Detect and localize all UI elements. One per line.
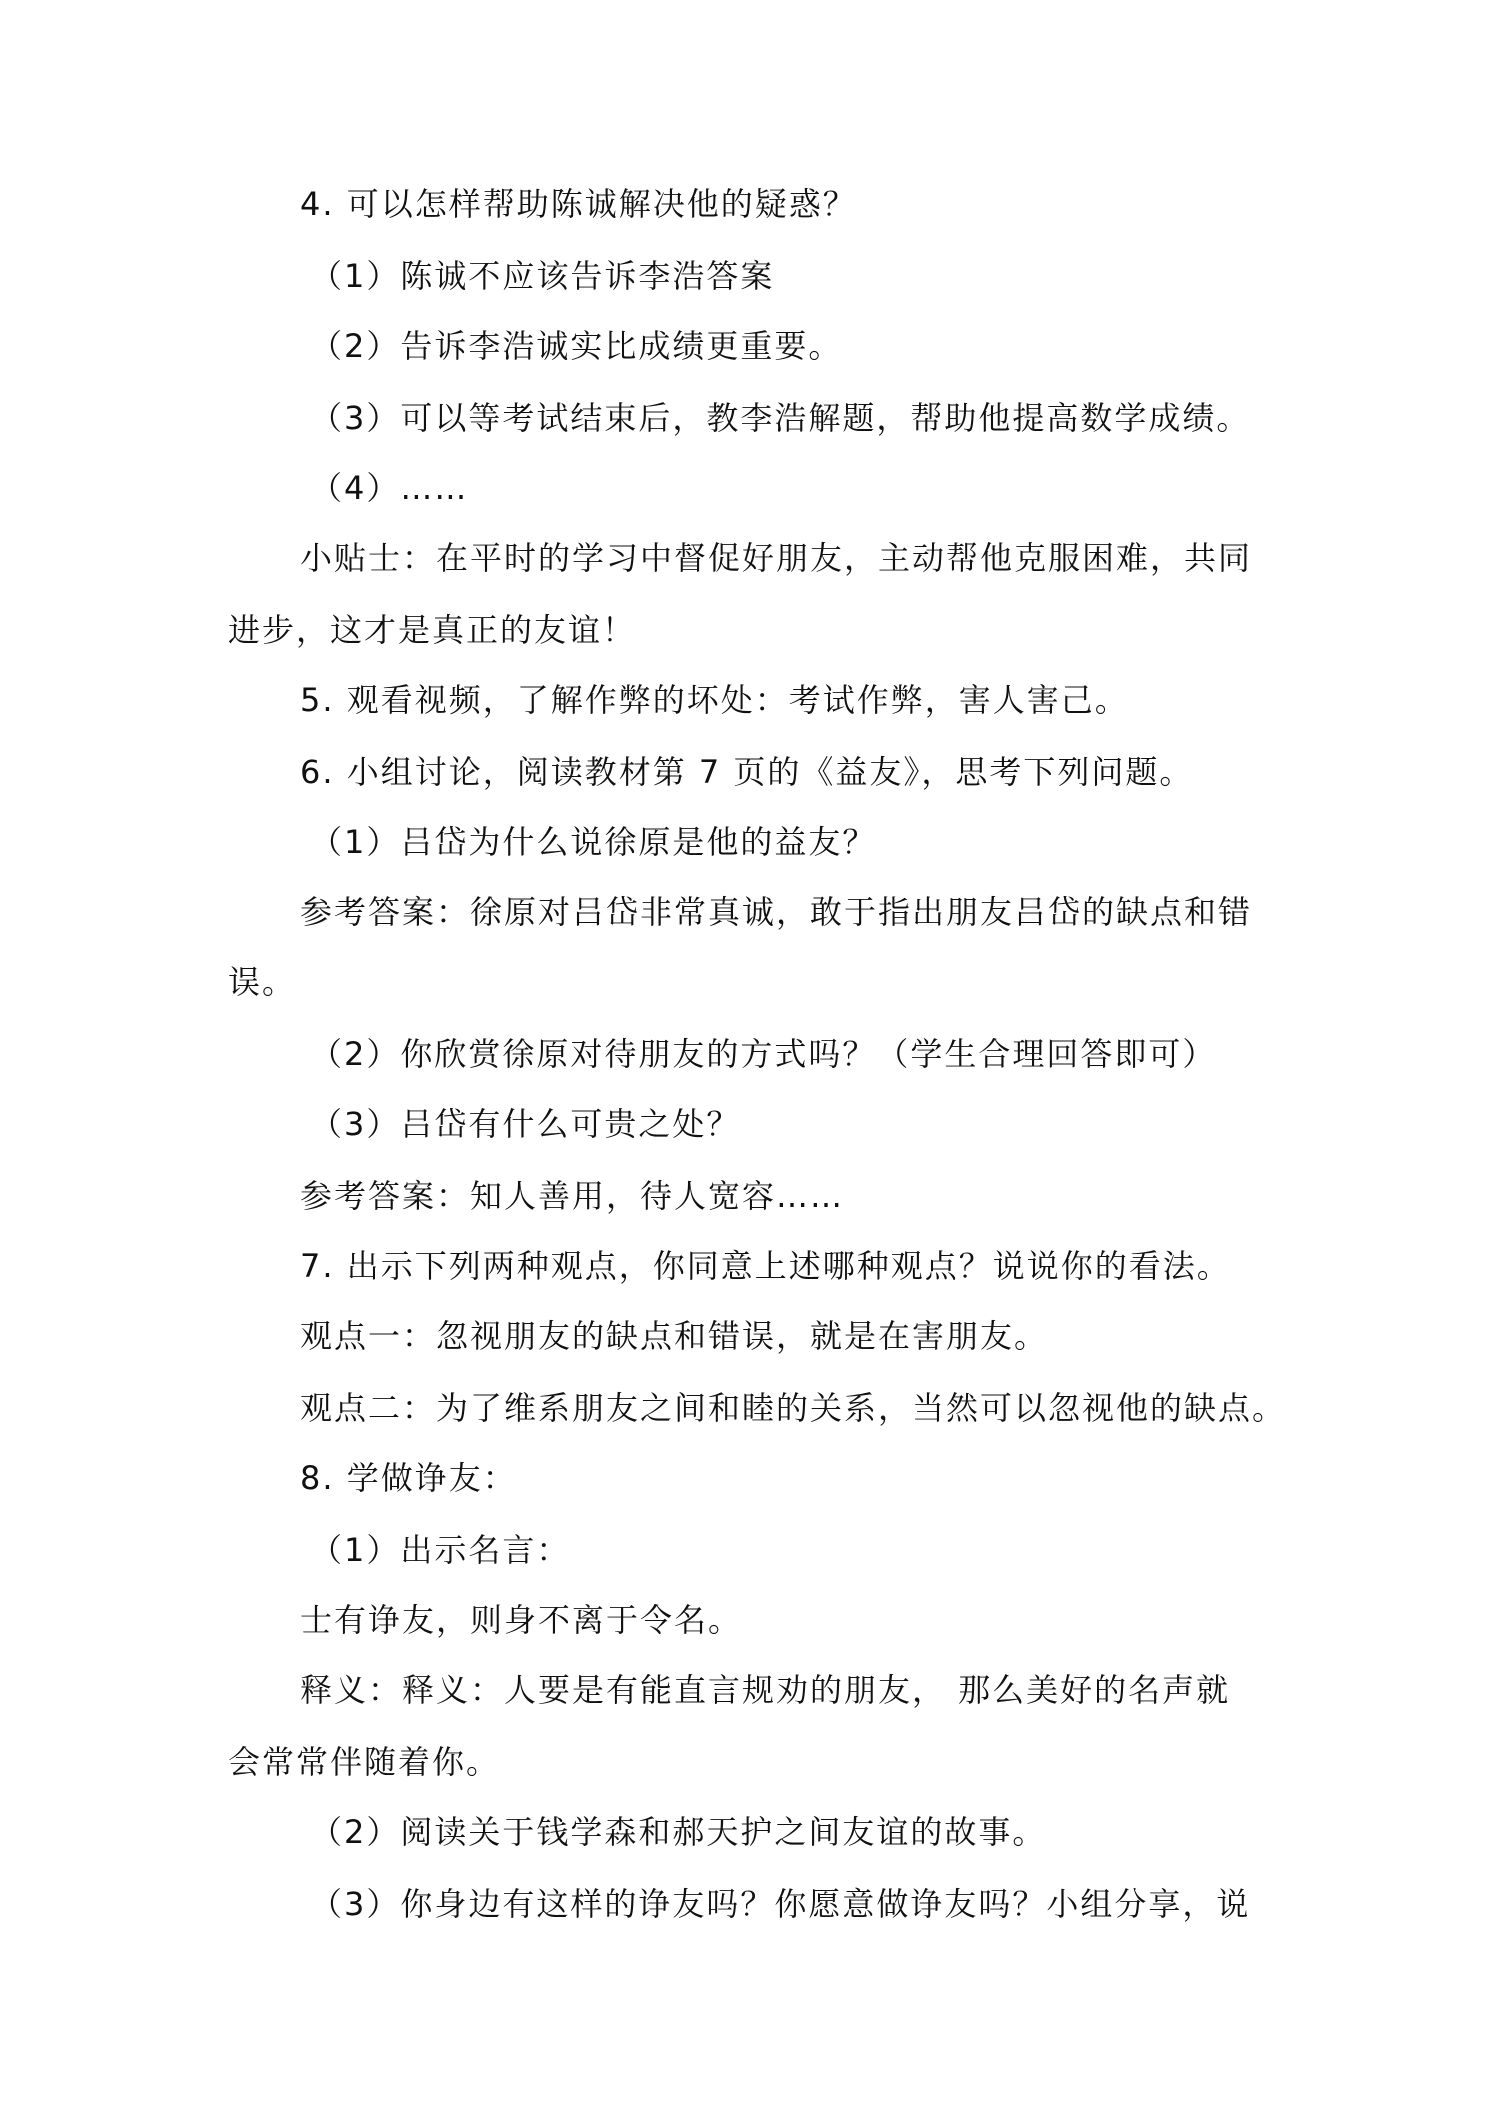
question-4: 4. 可以怎样帮助陈诚解决他的疑惑？ (300, 185, 857, 223)
question-8-2: （2）阅读关于钱学森和郝天护之间友谊的故事。 (310, 1813, 1047, 1851)
question-6-1: （1）吕岱为什么说徐原是他的益友？ (310, 823, 877, 861)
question-6-2: （2）你欣赏徐原对待朋友的方式吗？（学生合理回答即可） (310, 1035, 1217, 1073)
reference-answer-3: 参考答案：知人善用，待人宽容…… (300, 1177, 845, 1215)
tip-line-2: 进步，这才是真正的友谊！ (228, 611, 637, 649)
reference-answer-1-line-2: 误。 (228, 963, 297, 1001)
explanation-line-1: 释义：释义：人要是有能直言规劝的朋友， 那么美好的名声就 (300, 1671, 1231, 1709)
question-8-1: （1）出示名言： (310, 1531, 571, 1569)
answer-4-4: （4）…… (310, 469, 469, 507)
answer-4-3: （3）可以等考试结束后，教李浩解题，帮助他提高数学成绩。 (310, 399, 1251, 437)
step-6: 6. 小组讨论，阅读教材第 7 页的《益友》，思考下列问题。 (300, 753, 1194, 791)
answer-4-2: （2）告诉李浩诚实比成绩更重要。 (310, 327, 843, 365)
question-6-3: （3）吕岱有什么可贵之处？ (310, 1105, 741, 1143)
answer-4-1: （1）陈诚不应该告诉李浩答案 (310, 257, 775, 295)
quote: 士有诤友，则身不离于令名。 (300, 1601, 743, 1639)
viewpoint-1: 观点一：忽视朋友的缺点和错误，就是在害朋友。 (300, 1317, 1049, 1355)
step-7: 7. 出示下列两种观点，你同意上述哪种观点？说说你的看法。 (300, 1247, 1231, 1285)
step-5: 5. 观看视频，了解作弊的坏处：考试作弊，害人害己。 (300, 681, 1129, 719)
reference-answer-1-line-1: 参考答案：徐原对吕岱非常真诚，敢于指出朋友吕岱的缺点和错 (300, 893, 1253, 931)
question-8-3: （3）你身边有这样的诤友吗？你愿意做诤友吗？小组分享，说 (310, 1885, 1251, 1923)
viewpoint-2: 观点二：为了维系朋友之间和睦的关系，当然可以忽视他的缺点。 (300, 1389, 1287, 1427)
tip-line-1: 小贴士：在平时的学习中督促好朋友，主动帮他克服困难，共同 (300, 539, 1253, 577)
explanation-line-2: 会常常伴随着你。 (228, 1743, 501, 1781)
step-8: 8. 学做诤友： (300, 1459, 517, 1497)
